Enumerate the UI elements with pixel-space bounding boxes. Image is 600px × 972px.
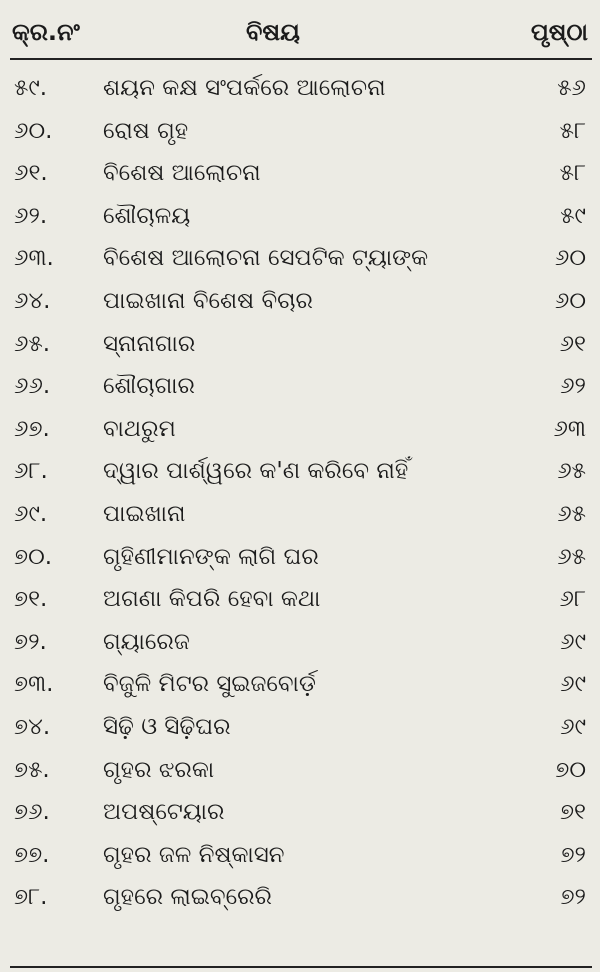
entry-title: ଶୌଚାଳୟ xyxy=(103,202,191,229)
entry-title: ଅପଷ୍ଟେୟାର xyxy=(103,799,225,826)
entry-number: ୬୬. xyxy=(14,373,51,400)
entry-page: ୬୧ xyxy=(559,330,586,357)
toc-entry xyxy=(0,152,600,195)
entry-title: ଶୌଚାଗାର xyxy=(103,373,195,400)
entry-number: ୭୪. xyxy=(14,713,51,740)
toc-entry xyxy=(0,450,600,493)
entry-number: ୭୮. xyxy=(14,884,48,911)
entry-page: ୬୯ xyxy=(560,628,586,655)
entry-number: ୬୨. xyxy=(14,202,48,229)
entry-title: ଗୃହିଣୀମାନଙ୍କ ଲାଗି ଘର xyxy=(103,543,319,570)
entry-page: ୬୫ xyxy=(557,500,586,527)
toc-entry xyxy=(0,791,600,834)
entry-title: ସ୍ନାନାଗାର xyxy=(103,330,196,357)
entry-page: ୬୨ xyxy=(560,373,586,400)
toc-entry xyxy=(0,621,600,664)
entry-page: ୭୨ xyxy=(560,884,586,911)
toc-entry xyxy=(0,365,600,408)
entry-page: ୫୯ xyxy=(560,202,586,229)
entry-title: ଶୟନ କକ୍ଷ ସଂପର୍କରେ ଆଲୋଚନା xyxy=(103,75,386,101)
entry-number: ୭୩. xyxy=(14,671,54,698)
entry-title: ରୋଷ ଗୃହ xyxy=(103,117,189,144)
entry-number: ୫୯. xyxy=(14,75,48,101)
toc-entry xyxy=(0,323,600,366)
entry-title: ବାଥରୁମ xyxy=(103,415,176,442)
entry-title: ସିଢ଼ି ଓ ସିଢ଼ିଘର xyxy=(103,713,231,740)
toc-entry xyxy=(0,195,600,238)
entry-title: ଦ୍ୱାର ପାର୍ଶ୍ୱରେ କ'ଣ କରିବେ ନାହିଁ xyxy=(103,458,409,485)
entry-number: ୭୭. xyxy=(14,841,50,868)
toc-entry xyxy=(0,280,600,323)
header-divider xyxy=(10,58,592,60)
entry-page: ୭୦ xyxy=(555,756,586,783)
toc-header xyxy=(0,18,600,52)
toc-entry xyxy=(0,663,600,706)
entry-number: ୬୪. xyxy=(14,287,51,314)
toc-entry xyxy=(0,536,600,579)
entry-number: ୭୧. xyxy=(14,586,48,613)
entry-page: ୫୮ xyxy=(559,117,586,144)
entry-title: ବିଶେଷ ଆଲୋଚନା xyxy=(103,160,261,187)
entry-page: ୬୯ xyxy=(560,713,586,740)
entry-page: ୫୮ xyxy=(559,160,586,187)
entry-title: ଗୃହର ଜଳ ନିଷ୍କାସନ xyxy=(103,841,285,868)
entry-page: ୬୫ xyxy=(557,543,586,570)
toc-entry xyxy=(0,578,600,621)
entry-number: ୬୮. xyxy=(14,458,48,485)
toc-entry xyxy=(0,706,600,749)
entry-title: ବିଜୁଳି ମିଟର ସୁଇଜବୋର୍ଡ଼ xyxy=(103,671,316,698)
entry-page: ୬୫ xyxy=(557,458,586,485)
subject-header: ବିଷୟ xyxy=(246,18,300,46)
toc-entry xyxy=(0,110,600,153)
table-of-contents xyxy=(0,67,600,919)
page-number-header: ପୃଷ୍ଠା xyxy=(530,18,588,46)
toc-entry xyxy=(0,67,600,110)
entry-page: ୭୧ xyxy=(559,799,586,826)
entry-title: ପାଇଖାନା xyxy=(103,500,186,527)
entry-title: ପାଇଖାନା ବିଶେଷ ବିଚାର xyxy=(103,287,313,314)
toc-entry xyxy=(0,408,600,451)
toc-entry xyxy=(0,834,600,877)
entry-number: ୬୧. xyxy=(14,160,48,187)
entry-number: ୬୩. xyxy=(14,245,54,272)
toc-entry xyxy=(0,749,600,792)
serial-number-header: କ୍ର.ନଂ xyxy=(12,18,80,46)
entry-title: ଗୃହରେ ଲାଇବ୍ରେରି xyxy=(103,884,272,911)
entry-page: ୭୨ xyxy=(560,841,586,868)
entry-title: ଅଗଣା କିପରି ହେବା କଥା xyxy=(103,586,321,613)
entry-number: ୬୭. xyxy=(14,415,50,442)
entry-number: ୭୫. xyxy=(14,756,50,783)
entry-page: ୬୦ xyxy=(554,245,586,272)
footer-divider xyxy=(10,966,592,968)
toc-entry xyxy=(0,876,600,919)
entry-number: ୬୫. xyxy=(14,330,51,357)
entry-title: ବିଶେଷ ଆଲୋଚନା ସେପଟିକ ଟ୍ୟାଙ୍କ xyxy=(103,245,429,272)
entry-page: ୬୮ xyxy=(559,586,586,613)
entry-title: ଗୃହର ଝରକା xyxy=(103,756,215,783)
entry-page: ୬୩ xyxy=(553,415,586,442)
toc-entry xyxy=(0,237,600,280)
entry-page: ୬୯ xyxy=(560,671,586,698)
entry-number: ୭୦. xyxy=(14,543,53,570)
entry-number: ୬୯. xyxy=(14,500,48,527)
toc-entry xyxy=(0,493,600,536)
entry-number: ୬୦. xyxy=(14,117,53,144)
entry-page: ୬୦ xyxy=(554,287,586,314)
entry-title: ଗ୍ୟାରେଜ xyxy=(103,628,190,655)
entry-number: ୭୨. xyxy=(14,628,47,655)
entry-page: ୫୬ xyxy=(557,75,586,101)
entry-number: ୭୬. xyxy=(14,799,50,826)
